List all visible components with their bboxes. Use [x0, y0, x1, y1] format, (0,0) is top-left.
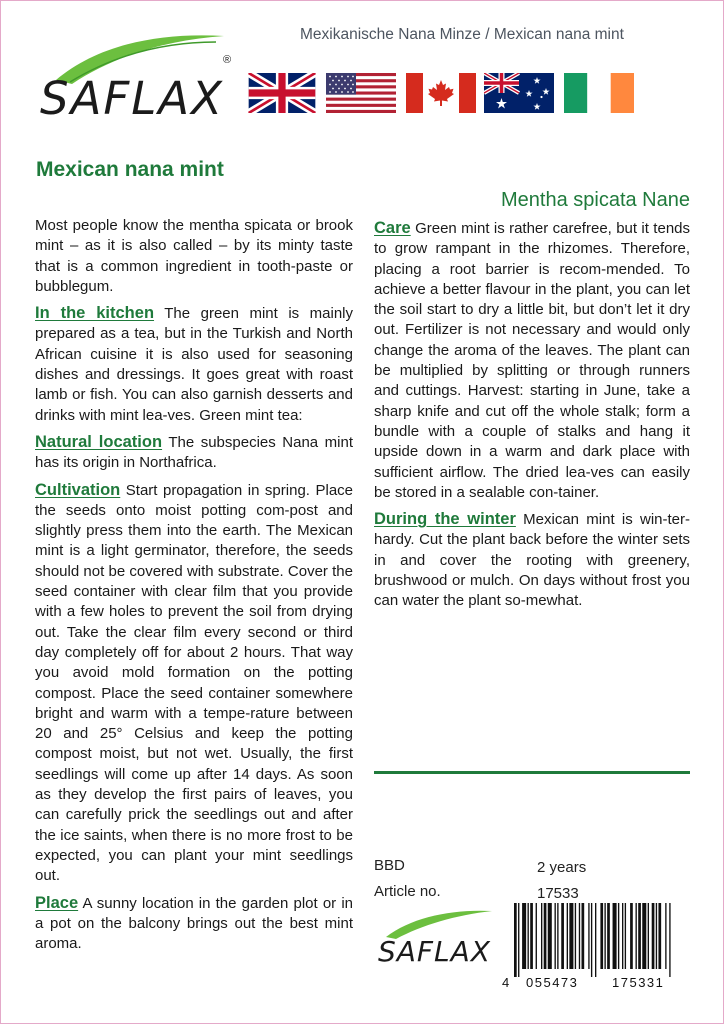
latin-name: Mentha spicata Nane: [500, 189, 690, 211]
barcode-first-digit: 4: [502, 975, 510, 990]
canada-flag-icon: [406, 73, 476, 113]
right-column: [374, 218, 690, 618]
article-label: Article no.: [374, 883, 441, 900]
barcode-bar: [557, 903, 558, 969]
winter-text: Mexican mint is win-ter-hardy. Cut the plant back before the winter sets in and cover the rooting with greenery, brushwood or mulch. On days without frost you can water the plant so-mewhat.: [374, 511, 690, 610]
place-section: [35, 893, 353, 955]
bbd-value: 2 years: [537, 859, 587, 876]
barcode-bar: [530, 903, 533, 969]
barcode-bar: [613, 903, 617, 969]
natural-location-heading: Natural location: [35, 432, 163, 451]
barcode-bar: [588, 903, 589, 969]
barcode-bar: [595, 903, 596, 977]
barcode-bar: [544, 903, 547, 969]
place-heading: Place: [35, 893, 79, 912]
barcode-bar: [579, 903, 580, 969]
barcode-bar: [555, 903, 556, 969]
usa-flag-icon: [326, 73, 396, 113]
natural-location-text: The subspecies Nana mint has its origin in Northafrica.: [35, 433, 353, 472]
cultivation-text: Start propagation in spring. Place the seeds onto moist potting com-post and slightly press them into the earth. The Mexican mint is a light germinator, therefore, the seeds should not be covered with substrate. Cover the seed container with clear film that you provide with a few holes to prevent the soil from drying out. Take the clear film every second or third day completely off for about 2 hours. That way you avoid mold formation on the potting compost. Place the seed container somewhere bright and warm with a tempe-rature between 20 and 25° Celsius and keep the potting compost moist, but not wet. Usually, the first seedlings will come up after 14 days. As soon as they develop the first pairs of leaves, you can carefully prick the seedlings out and after the ice saints, when there is no more frost to be expected, you can plant your mint seedlings out.: [35, 481, 353, 885]
barcode-bar: [528, 903, 529, 969]
bbd-label: BBD: [374, 857, 405, 874]
page-title: Mexican nana mint: [36, 158, 224, 181]
barcode-bar: [569, 903, 573, 969]
winter-section: [374, 509, 690, 611]
kitchen-section: [35, 303, 353, 426]
barcode-bar: [665, 903, 666, 969]
australia-flag-icon: [484, 73, 554, 113]
saflax-logo-small: [372, 905, 502, 975]
barcode-bar: [604, 903, 605, 969]
barcode-bar: [575, 903, 576, 969]
barcode: [500, 903, 692, 993]
barcode-bar: [630, 903, 633, 969]
barcode-bar: [656, 903, 657, 969]
barcode-bar: [625, 903, 626, 969]
barcode-bar: [658, 903, 661, 969]
barcode-bar: [536, 903, 537, 969]
header-title: Mexikanische Nana Minze / Mexican nana mint: [300, 26, 624, 43]
care-heading: Care: [374, 219, 411, 237]
natural-location-section: [35, 432, 353, 474]
barcode-bar: [642, 903, 646, 969]
barcode-bar: [567, 903, 568, 969]
barcode-bar: [548, 903, 552, 969]
barcode-bar: [522, 903, 526, 969]
care-text: Green mint is rather carefree, but it tends to grow rampant in the rhizomes. Therefore, placing a root barrier is recom-mended. To achieve a better flavour in the plant, you can let the soil start to dry a little bit, but don’t let it dry out. Fertilizer is not necessary and would only change the aroma of the leaves. The plant can be multiplied by splitting or through runners and cuttings. Harvest: starting in June, take a sharp knife and cut off the whole stalk; form a bundle with a couple of stalks and hang it upside down in a warm and dark place with sufficient airflow. The dried lea-ves can easily be stored in a sealable con-tainer.: [374, 220, 690, 501]
ireland-flag-icon: [564, 73, 634, 113]
barcode-bar: [652, 903, 655, 969]
left-column: [35, 216, 353, 960]
article-value: 17533: [537, 885, 579, 902]
barcode-bar: [582, 903, 585, 969]
winter-heading: During the winter: [374, 510, 516, 529]
barcode-left-group: 055473: [526, 975, 579, 990]
barcode-bar: [591, 903, 592, 977]
brand-name-small: SAFLAX: [378, 935, 491, 968]
barcode-bar: [622, 903, 623, 969]
place-text: A sunny location in the garden plot or in a pot on the balcony brings out the best mint aroma.: [35, 894, 353, 953]
cultivation-section: [35, 480, 353, 887]
barcode-bar: [638, 903, 641, 969]
registered-mark: ®: [223, 54, 232, 66]
barcode-right-group: 175331: [612, 975, 665, 990]
barcode-bar: [541, 903, 542, 969]
intro-text: Most people know the mentha spicata or brook mint – as it is also called – by its minty taste that is a common ingredient in tooth-paste or bubblegum.: [35, 217, 353, 295]
barcode-bars-icon: [500, 903, 692, 977]
cultivation-heading: Cultivation: [35, 480, 121, 499]
kitchen-text: The green mint is mainly prepared as a tea, but in the Turkish and North African cuisine it is also used for seasoning dishes and dressings. It goes great with roast lamb or fish. You can also garnish desserts and drinks with mint lea-ves. Green mint tea:: [35, 305, 353, 424]
uk-flag-icon: [248, 73, 316, 113]
care-section: [374, 218, 690, 503]
barcode-bar: [648, 903, 649, 969]
barcode-bar: [669, 903, 670, 977]
barcode-bar: [607, 903, 610, 969]
barcode-bar: [636, 903, 637, 969]
kitchen-heading: In the kitchen: [35, 304, 155, 323]
brand-name: SAFLAX: [40, 72, 224, 125]
barcode-bar: [561, 903, 564, 969]
intro-paragraph: [35, 216, 353, 297]
barcode-bar: [618, 903, 619, 969]
divider-rule: [374, 771, 690, 774]
barcode-bar: [514, 903, 517, 977]
saflax-logo: [36, 28, 246, 124]
barcode-bar: [600, 903, 603, 969]
barcode-bar: [518, 903, 519, 977]
